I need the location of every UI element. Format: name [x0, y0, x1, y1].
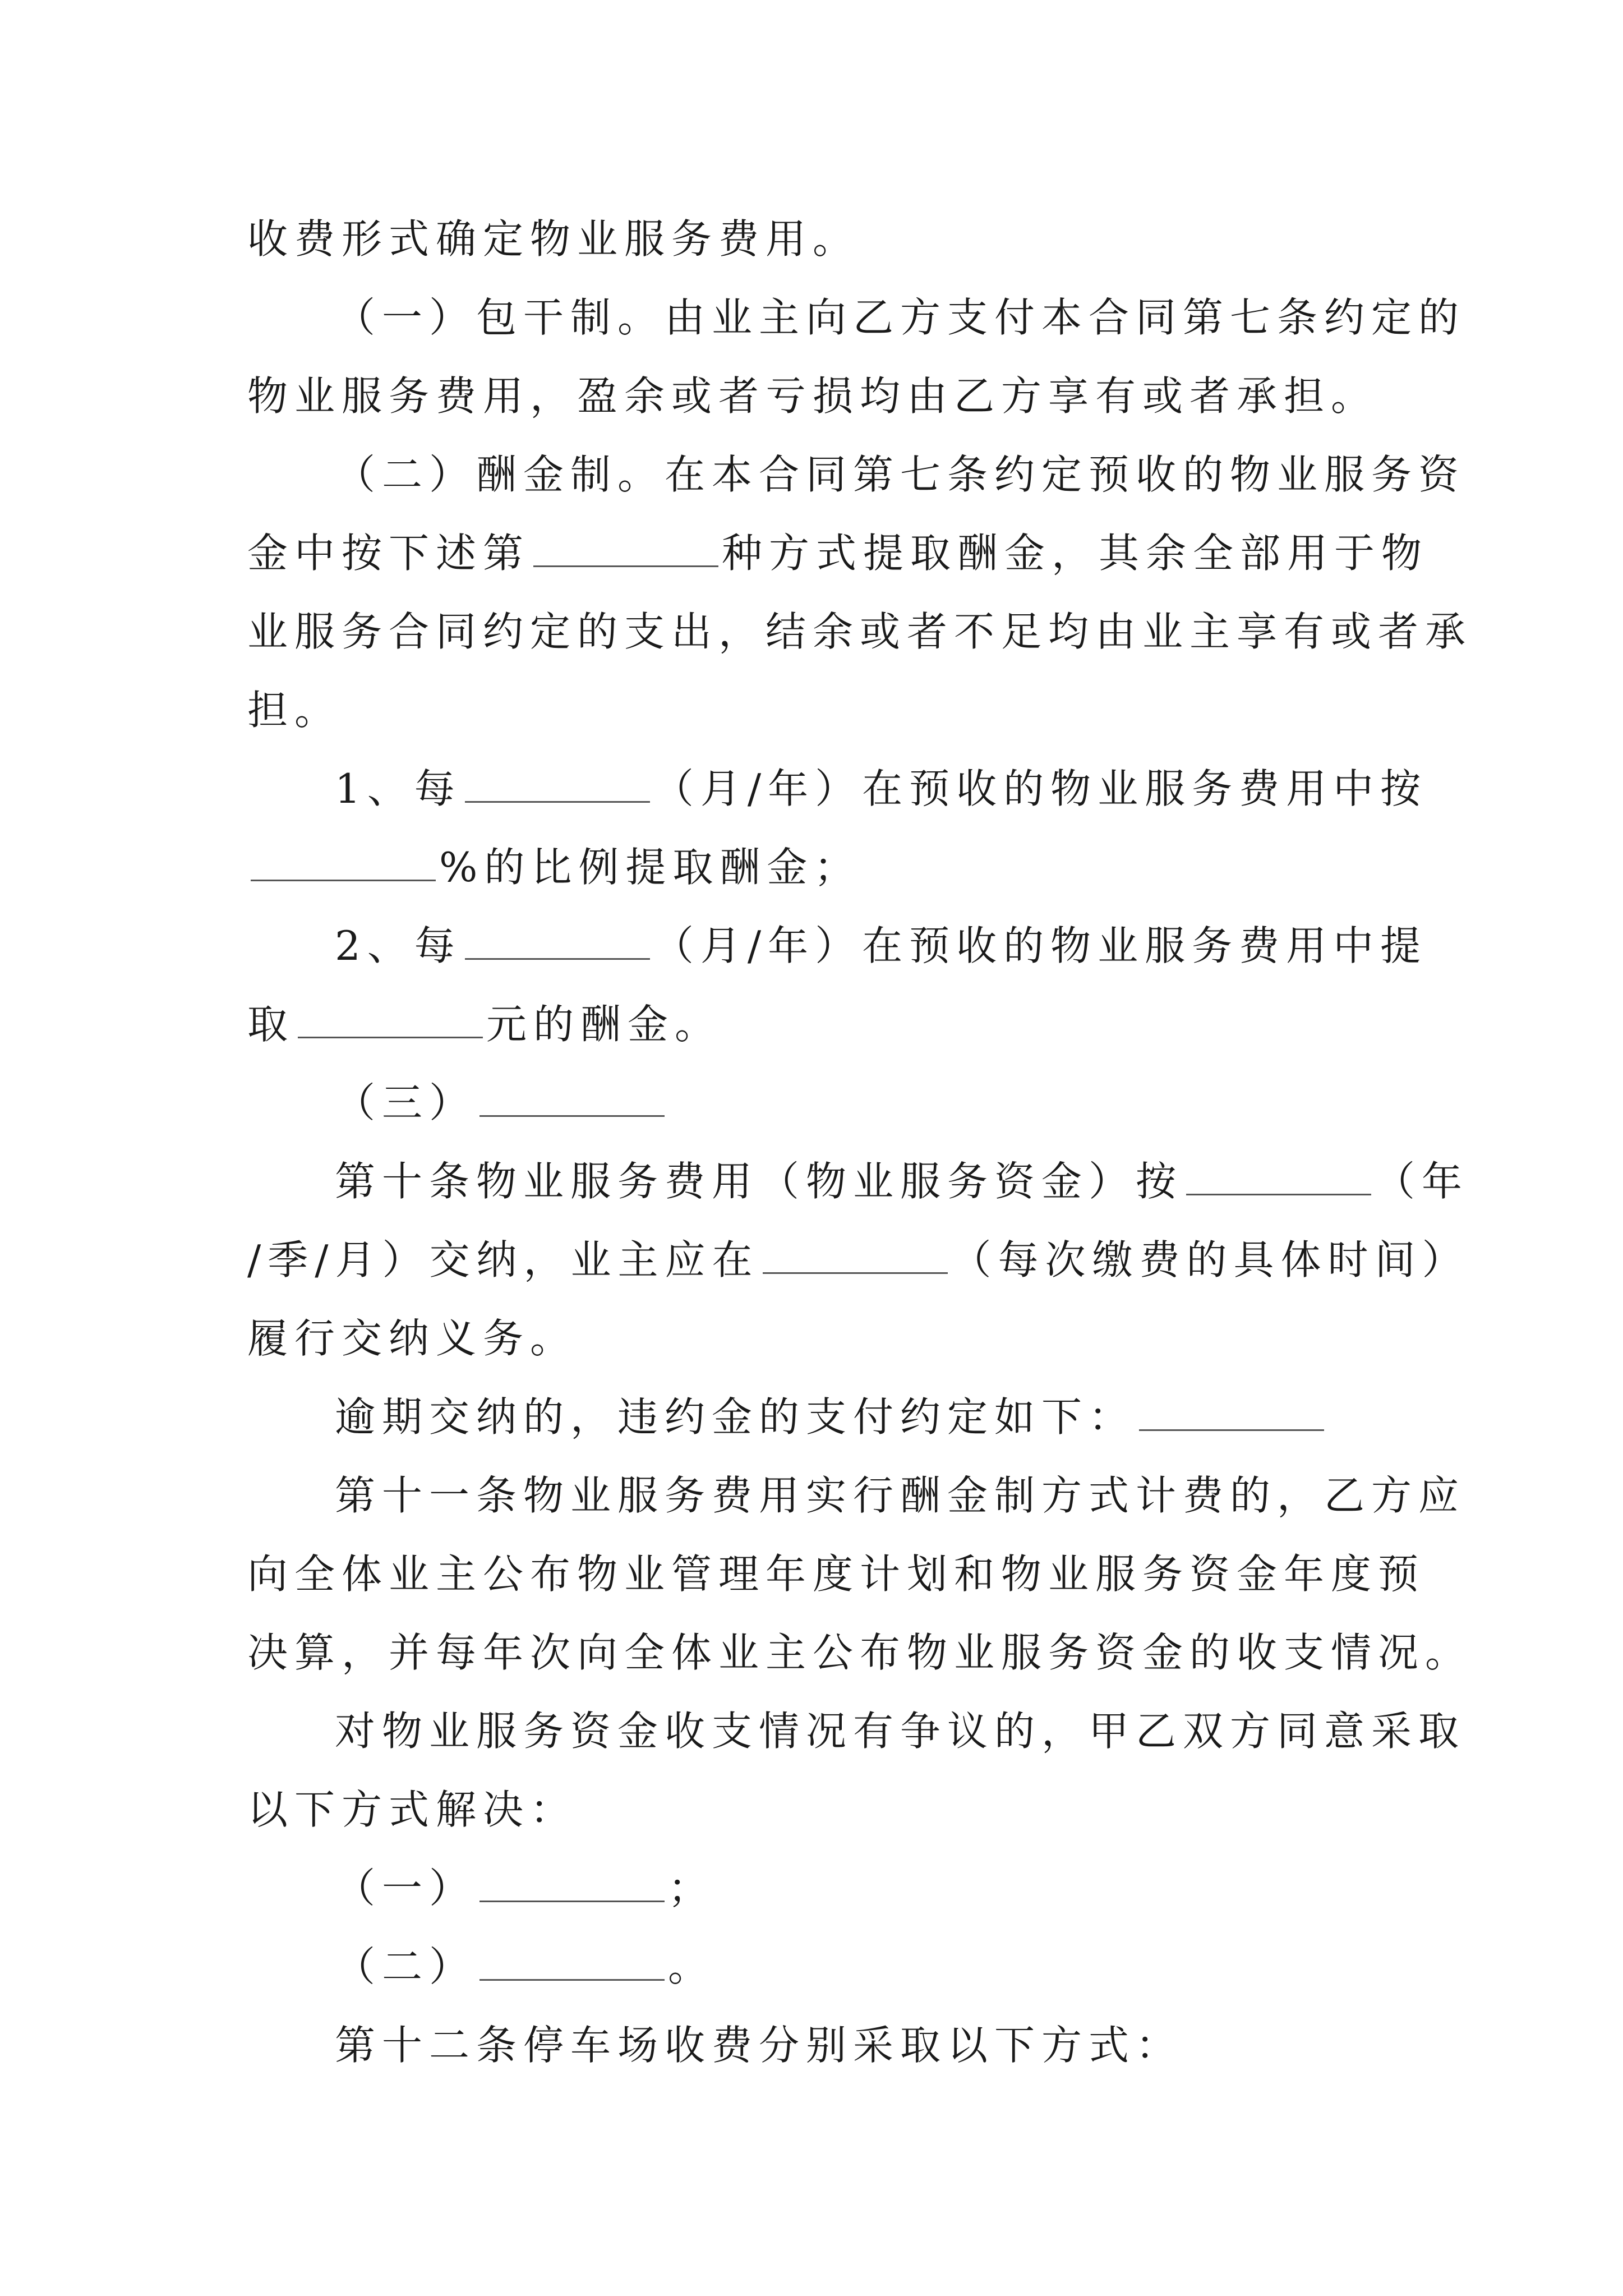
fill-in-blank	[763, 1239, 948, 1274]
text-segment: （三）	[335, 1079, 477, 1126]
text-segment: 收费形式确定物业服务费用。	[247, 215, 860, 263]
fill-in-blank	[479, 1867, 665, 1902]
text-line	[0, 1855, 1623, 1922]
text-line	[0, 519, 1623, 587]
text-line	[0, 1226, 1623, 1294]
fill-in-blank	[298, 1003, 483, 1038]
text-segment: （年	[1375, 1158, 1469, 1205]
fill-in-blank	[479, 1945, 665, 1981]
text-segment: 逾期交纳的，违约金的支付约定如下：	[335, 1393, 1136, 1441]
text-line	[0, 1540, 1623, 1608]
fill-in-blank	[1186, 1160, 1371, 1195]
text-line	[0, 912, 1623, 979]
text-segment: 第十二条停车场收费分别采取以下方式：	[335, 2022, 1183, 2069]
fill-in-blank	[465, 924, 650, 960]
text-segment: 。	[668, 1943, 716, 1990]
text-line	[0, 362, 1623, 430]
text-line	[0, 441, 1623, 508]
text-segment: 对物业服务资金收支情况有争议的，甲乙双方同意采取	[335, 1708, 1466, 1755]
text-line	[0, 205, 1623, 273]
text-segment: 履行交纳义务。	[247, 1315, 578, 1362]
text-segment: 第十一条物业服务费用实行酬金制方式计费的，乙方应	[335, 1472, 1466, 1519]
text-segment: （每次缴费的具体时间）	[951, 1236, 1469, 1283]
fill-in-blank	[465, 767, 650, 803]
text-segment: （一）	[335, 1865, 477, 1912]
text-line	[0, 1305, 1623, 1372]
text-segment: 2、每	[335, 922, 462, 969]
fill-in-blank	[479, 1082, 665, 1117]
text-segment: 元的酬金。	[486, 1001, 722, 1048]
text-segment: （二）	[335, 1943, 477, 1990]
text-line	[0, 1619, 1623, 1686]
text-line	[0, 677, 1623, 744]
text-line	[0, 1148, 1623, 1215]
text-segment: 向全体业主公布物业管理年度计划和物业服务资金年度预	[247, 1550, 1426, 1598]
text-line	[0, 598, 1623, 665]
text-segment: 物业服务费用，盈余或者亏损均由乙方享有或者承担。	[247, 372, 1378, 420]
text-line	[0, 755, 1623, 822]
text-segment: 1、每	[335, 765, 462, 812]
text-segment: （月/年）在预收的物业服务费用中按	[653, 765, 1428, 812]
text-line	[0, 1697, 1623, 1765]
text-segment: 以下方式解决：	[247, 1786, 578, 1833]
text-line	[0, 1069, 1623, 1137]
text-segment: /季/月）交纳，业主应在	[247, 1236, 759, 1283]
text-segment: 业服务合同约定的支出，结余或者不足均由业主享有或者承	[247, 608, 1473, 655]
text-line	[0, 1776, 1623, 1843]
text-segment: 种方式提取酬金，其余全部用于物	[722, 530, 1429, 577]
text-segment: ；	[668, 1865, 716, 1912]
text-line	[0, 991, 1623, 1058]
text-line	[0, 1383, 1623, 1451]
text-line	[0, 1462, 1623, 1529]
text-segment: 金中按下述第	[247, 530, 531, 577]
text-segment: 取	[247, 1001, 295, 1048]
fill-in-blank	[251, 846, 436, 881]
fill-in-blank	[533, 532, 718, 567]
text-segment: 第十条物业服务费用（物业服务资金）按	[335, 1158, 1183, 1205]
text-line	[0, 284, 1623, 351]
text-segment: （月/年）在预收的物业服务费用中提	[653, 922, 1428, 969]
text-segment: （一）包干制。由业主向乙方支付本合同第七条约定的	[335, 294, 1466, 341]
text-line	[0, 834, 1623, 901]
text-line	[0, 2012, 1623, 2079]
text-segment: 担。	[247, 687, 342, 734]
fill-in-blank	[1139, 1396, 1324, 1431]
text-segment: 决算，并每年次向全体业主公布物业服务资金的收支情况。	[247, 1629, 1473, 1676]
text-segment: %的比例提取酬金；	[439, 844, 861, 891]
text-segment: （二）酬金制。在本合同第七条约定预收的物业服务资	[335, 451, 1466, 498]
text-line	[0, 1933, 1623, 2000]
